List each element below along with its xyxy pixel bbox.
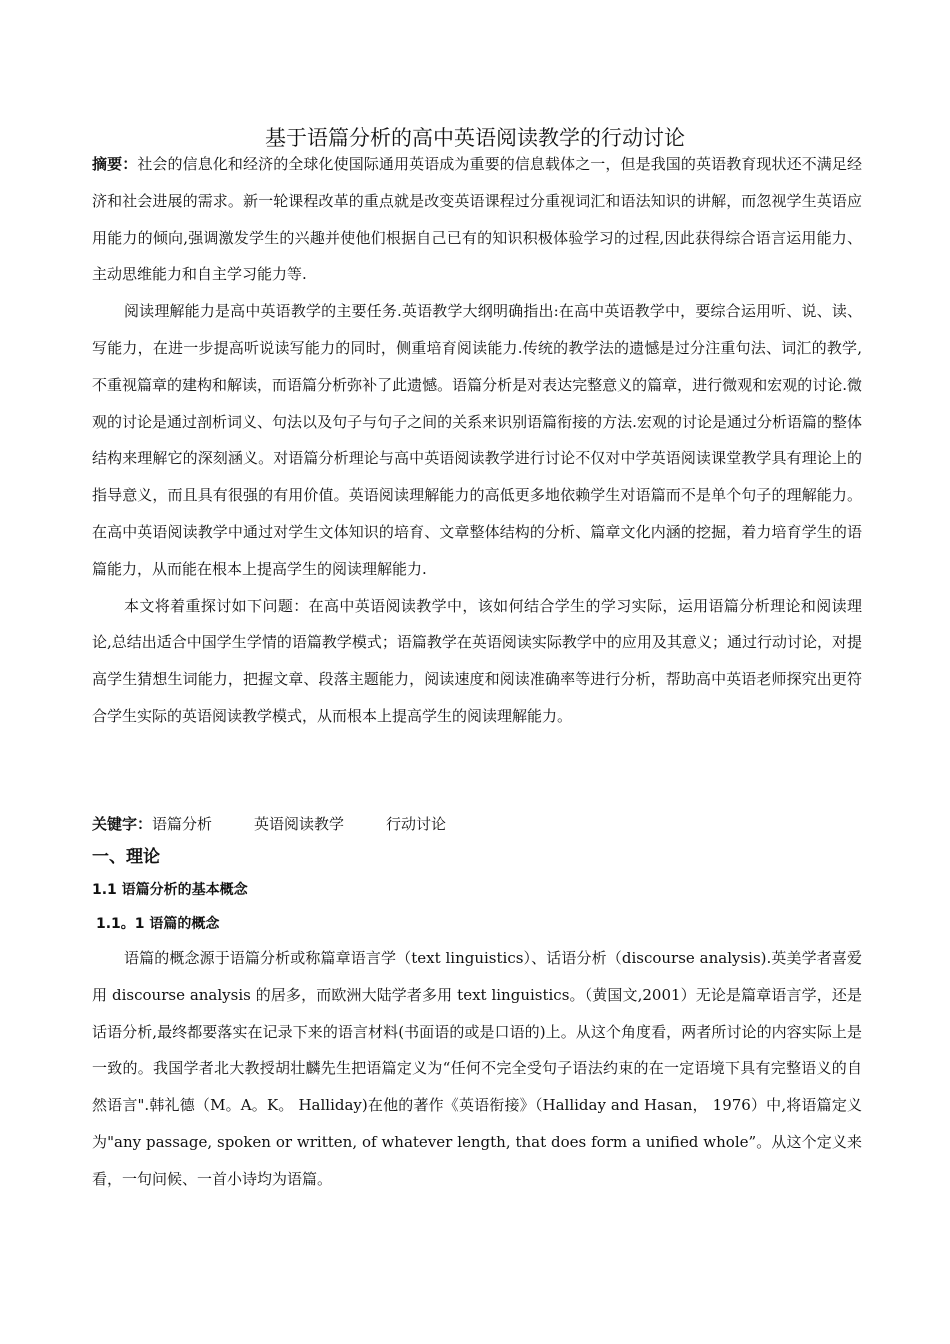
section-heading: 一、理论 [92,847,160,867]
subsubsection-heading: 1.1。1 语篇的概念 [96,916,220,932]
abstract-paragraph [92,146,862,293]
subsection-heading: 1.1 语篇分析的基本概念 [92,882,248,898]
keyword-1: 语篇分析 [152,815,213,833]
abstract-label: 摘要： [92,155,138,173]
document-title: 基于语篇分析的高中英语阅读教学的行动讨论 [265,126,685,150]
body-paragraph-3: 本文将着重探讨如下问题：在高中英语阅读教学中，该如何结合学生的学习实际，运用语篇分析理论和阅读理论,总结出适合中国学生学情的语篇教学模式；语篇教学在英语阅读实际教学中的应用及其意义；通过行动讨论，对提高学生猜想生词能力，把握文章、段落主题能力，阅读速度和阅读准确率等进行分析，帮助高中英语老师探究出更符合学生实际的英语阅读教学模式，从而根本上提高学生的阅读理解能力。 [92,596,862,725]
keyword-2: 英语阅读教学 [254,815,345,833]
body-paragraph-4: 语篇的概念源于语篇分析或称篇章语言学（text linguistics）、话语分析（discourse analysis).英美学者喜爱用 discourse analysis 的居多，而欧洲大陆学者多用 text linguistics。（黄国文,2001）无论是篇章语言学，还是话语分析,最终都要落实在记录下来的语言材料(书面语的或是口语的)上。从这个角度看，两者所讨论的内容实际上是一致的。我国学者北大教授胡壮麟先生把语篇定义为“任何不完全受句子语法约束的在一定语境下具有完整语义的自然语言".韩礼德（M。A。K。 Halliday)在他的著作《英语衔接》（Halliday and Hasan， 1976）中,将语篇定义为"any passage, spoken or written, of whatever length, that does form a unified whole”。从这个定义来看，一句问候、一首小诗均为语篇。 [92,949,862,1188]
keywords-label: 关键字： [92,815,153,833]
keyword-3: 行动讨论 [386,815,447,833]
abstract-section [92,146,862,735]
concept-section [92,940,862,1198]
body-paragraph-2: 阅读理解能力是高中英语教学的主要任务.英语教学大纲明确指出:在高中英语教学中，要综合运用听、说、读、写能力，在进一步提高听说读写能力的同时，侧重培育阅读能力.传统的教学法的遗憾是过分注重句法、词汇的教学,不重视篇章的建构和解读，而语篇分析弥补了此遗憾。语篇分析是对表达完整意义的篇章，进行微观和宏观的讨论.微观的讨论是通过剖析词义、句法以及句子与句子之间的关系来识别语篇衔接的方法.宏观的讨论是通过分析语篇的整体结构来理解它的深刻涵义。对语篇分析理论与高中英语阅读教学进行讨论不仅对中学英语阅读课堂教学具有理论上的指导意义，而且具有很强的有用价值。英语阅读理解能力的高低更多地依赖学生对语篇而不是单个句子的理解能力。在高中英语阅读教学中通过对学生文体知识的培育、文章整体结构的分析、篇章文化内涵的挖掘，着力培育学生的语篇能力，从而能在根本上提高学生的阅读理解能力. [92,302,862,578]
keywords-line [92,810,488,838]
abstract-text: 社会的信息化和经济的全球化使国际通用英语成为重要的信息载体之一，但是我国的英语教育现状还不满足经济和社会进展的需求。新一轮课程改革的重点就是改变英语课程过分重视词汇和语法知识的讲解，而忽视学生英语应用能力的倾向,强调激发学生的兴趣并使他们根据自己已有的知识积极体验学习的过程,因此获得综合语言运用能力、主动思维能力和自主学习能力等. [92,155,862,284]
